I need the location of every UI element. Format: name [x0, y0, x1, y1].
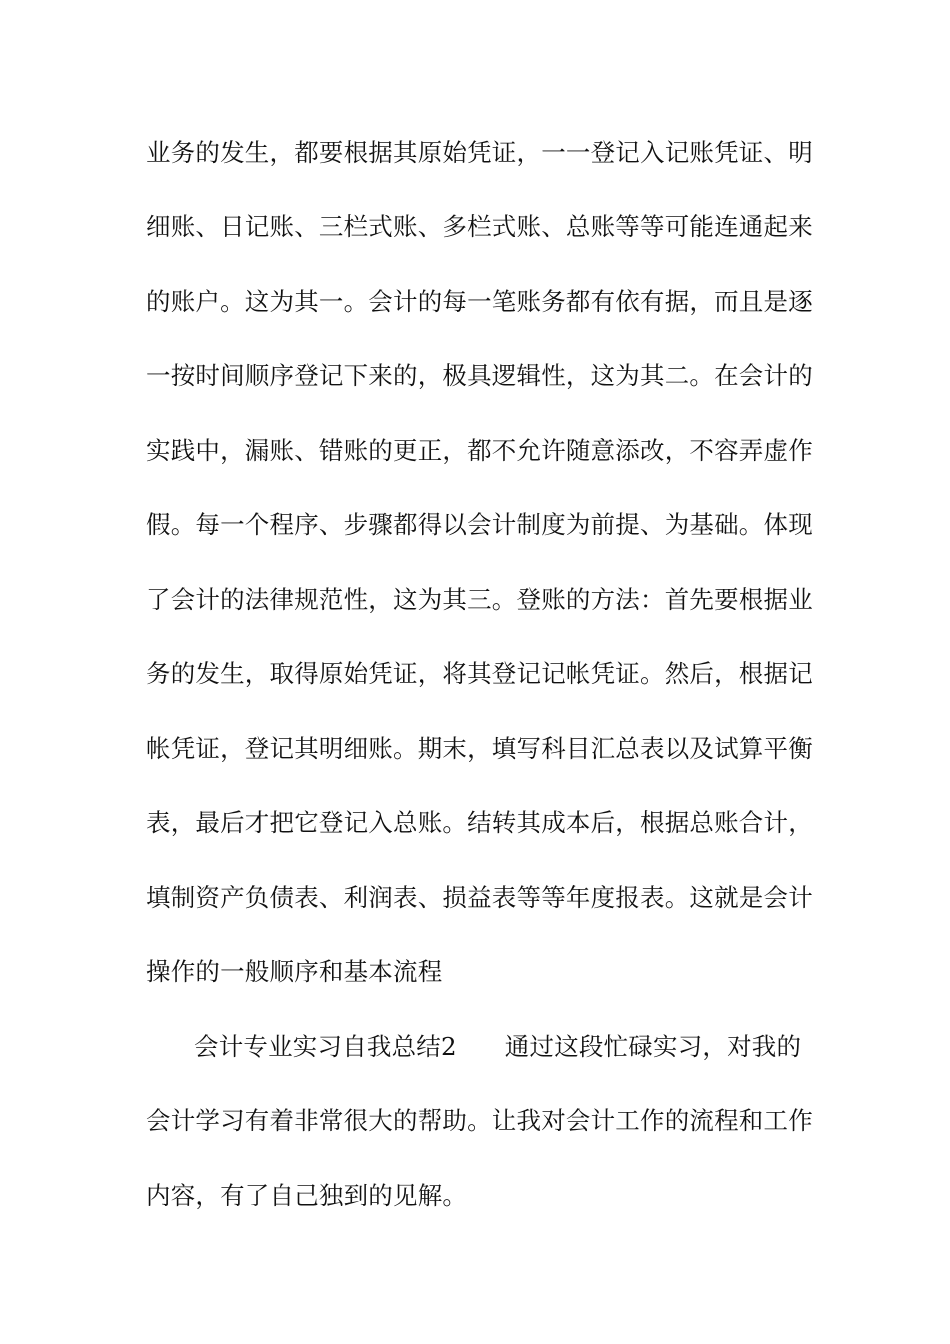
- section-heading: 会计专业实习自我总结2: [194, 1032, 457, 1061]
- body-text-line: 帐凭证，登记其明细账。期末，填写科目汇总表以及试算平衡: [146, 734, 813, 763]
- body-text-line: 实践中，漏账、错账的更正，都不允许随意添改，不容弄虚作: [146, 436, 813, 465]
- section-first-line: 通过这段忙碌实习，对我的: [504, 1032, 802, 1061]
- body-text-line: 了会计的法律规范性，这为其三。登账的方法：首先要根据业: [146, 585, 813, 614]
- body-text-line: 的账户。这为其一。会计的每一笔账务都有依有据，而且是逐: [146, 287, 813, 316]
- body-text-line: 假。每一个程序、步骤都得以会计制度为前提、为基础。体现: [146, 510, 813, 539]
- body-text-line: 填制资产负债表、利润表、损益表等等年度报表。这就是会计: [146, 883, 813, 912]
- section-heading-line: [194, 1030, 801, 1064]
- body-text-line: 一按时间顺序登记下来的，极具逻辑性，这为其二。在会计的: [146, 361, 813, 390]
- body-text-line: 内容，有了自己独到的见解。: [146, 1181, 468, 1210]
- body-text-line: 会计学习有着非常很大的帮助。让我对会计工作的流程和工作: [146, 1106, 813, 1135]
- body-text-line: 操作的一般顺序和基本流程: [146, 957, 443, 986]
- body-text-line: 表，最后才把它登记入总账。结转其成本后，根据总账合计，: [146, 808, 813, 837]
- body-text-line: 业务的发生，都要根据其原始凭证，一一登记入记账凭证、明: [146, 138, 813, 167]
- body-text-line: 细账、日记账、三栏式账、多栏式账、总账等等可能连通起来: [146, 212, 813, 241]
- body-text-line: 务的发生，取得原始凭证，将其登记记帐凭证。然后，根据记: [146, 659, 813, 688]
